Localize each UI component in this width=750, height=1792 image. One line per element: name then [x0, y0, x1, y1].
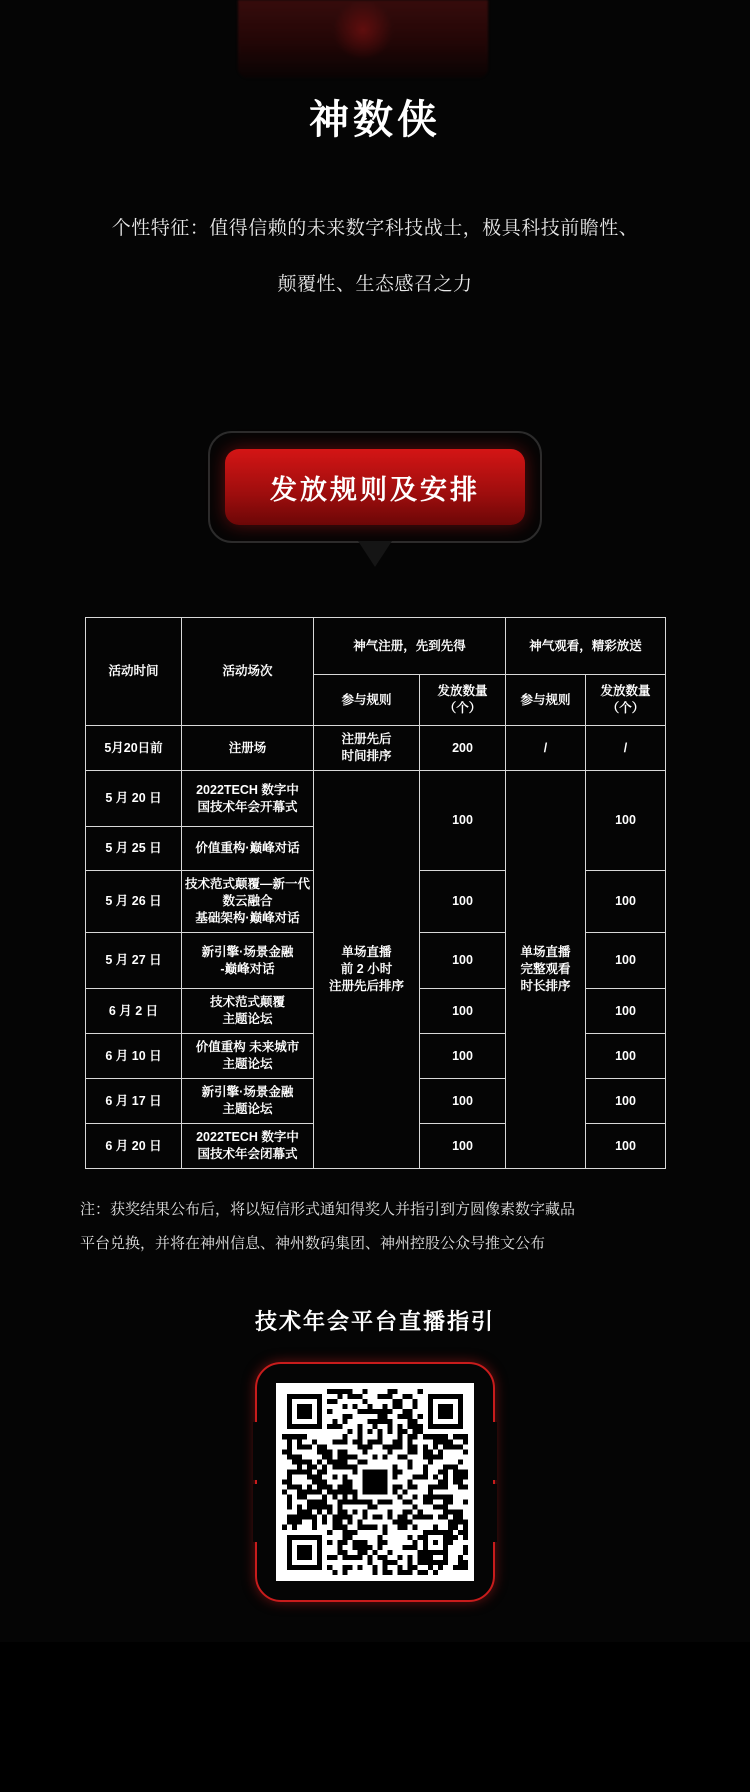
- row-session: [182, 989, 314, 1034]
- header-quantity-watch-l1: 发放数量: [600, 684, 651, 698]
- row-time: 5 月 20 日: [86, 771, 182, 827]
- table-row: [86, 771, 666, 827]
- row-session-l2: 主题论坛: [222, 1102, 273, 1116]
- footnote: [80, 1193, 670, 1261]
- schedule-table: [85, 617, 666, 1169]
- row-rule-watch: /: [506, 726, 586, 771]
- row-session-l2: 主题论坛: [222, 1012, 273, 1026]
- row-rule-register-l1: 注册先后: [341, 732, 392, 746]
- row-rule-register-l2: 时间排序: [341, 749, 392, 763]
- merged-rule-watch-l1: 单场直播: [520, 945, 571, 959]
- hero-description-line2: 颠覆性、生态感召之力: [277, 274, 473, 295]
- merged-rule-register-l1: 单场直播: [341, 945, 392, 959]
- header-group-watch: 神气观看，精彩放送: [506, 618, 666, 675]
- qr-canvas: [282, 1389, 468, 1575]
- row-session-l2: 数云融合: [222, 894, 273, 908]
- row-session: [182, 933, 314, 989]
- row-quantity-watch: /: [586, 726, 666, 771]
- row-session-l1: 技术范式颠覆—新一代: [184, 877, 310, 891]
- row-session-l1: 新引擎·场景金融: [201, 1085, 294, 1099]
- row-session: 注册场: [182, 726, 314, 771]
- hero-description-line1: 个性特征：值得信赖的未来数字科技战士，极具科技前瞻性、: [111, 218, 639, 239]
- footnote-line2: 平台兑换，并将在神州信息、神州数码集团、神州控股公众号推文公布: [80, 1235, 546, 1252]
- header-quantity-register: [420, 675, 506, 726]
- banner-arrow-icon: [358, 541, 392, 567]
- row-time: 5 月 27 日: [86, 933, 182, 989]
- row-quantity-register: 100: [420, 1079, 506, 1124]
- row-session-l1: 技术范式颠覆: [209, 995, 285, 1009]
- qr-code-icon[interactable]: [276, 1383, 474, 1581]
- banner-outline: [208, 431, 542, 543]
- page-title: 神数侠: [309, 98, 441, 142]
- row-time: 6 月 20 日: [86, 1124, 182, 1169]
- row-session: [182, 1124, 314, 1169]
- row-session-l2: 国技术年会闭幕式: [197, 1147, 298, 1161]
- merged-rule-watch-l3: 时长排序: [520, 979, 571, 993]
- schedule-table-wrap: [85, 617, 665, 1169]
- qr-section: [255, 1362, 495, 1602]
- row-quantity-watch: 100: [586, 1124, 666, 1169]
- row-quantity-watch: 100: [586, 771, 666, 871]
- row-session-l1: 新引擎·场景金融: [201, 944, 294, 959]
- row-quantity-register: 200: [420, 726, 506, 771]
- row-quantity-watch: 100: [586, 1034, 666, 1079]
- row-session-l1: 价值重构 未来城市: [195, 1040, 300, 1054]
- row-time: 6 月 10 日: [86, 1034, 182, 1079]
- row-session-l3: 基础架构·巅峰对话: [195, 911, 300, 925]
- row-time: 5 月 25 日: [86, 827, 182, 871]
- row-quantity-register: 100: [420, 871, 506, 933]
- header-quantity-register-l1: 发放数量: [437, 684, 488, 698]
- header-rule-watch: 参与规则: [506, 675, 586, 726]
- row-quantity-register: 100: [420, 1124, 506, 1169]
- header-quantity-register-l2: （个）: [443, 701, 482, 715]
- header-quantity-watch: [586, 675, 666, 726]
- header-session: 活动场次: [182, 618, 314, 726]
- footnote-line1: 注：获奖结果公布后，将以短信形式通知得奖人并指引到方圆像素数字藏品: [80, 1201, 576, 1218]
- rules-banner-label: 发放规则及安排: [225, 449, 525, 525]
- row-session-l2: -巅峰对话: [220, 961, 275, 976]
- row-session: [182, 871, 314, 933]
- row-time: 6 月 2 日: [86, 989, 182, 1034]
- row-quantity-register: 100: [420, 771, 506, 871]
- row-quantity-register: 100: [420, 1034, 506, 1079]
- row-session-l1: 2022TECH 数字中: [196, 1130, 299, 1144]
- merged-rule-watch-l2: 完整观看: [520, 962, 571, 976]
- row-quantity-watch: 100: [586, 989, 666, 1034]
- row-rule-register: [314, 726, 420, 771]
- merged-rule-watch: [506, 771, 586, 1169]
- row-quantity-register: 100: [420, 989, 506, 1034]
- header-quantity-watch-l2: （个）: [606, 701, 645, 715]
- row-session: [182, 771, 314, 827]
- row-quantity-register: 100: [420, 933, 506, 989]
- row-session: [182, 1034, 314, 1079]
- table-row: [86, 726, 666, 771]
- live-guide-title: 技术年会平台直播指引: [254, 1309, 495, 1334]
- header-time: 活动时间: [86, 618, 182, 726]
- row-time: 5 月 26 日: [86, 871, 182, 933]
- row-quantity-watch: 100: [586, 933, 666, 989]
- header-rule-register: 参与规则: [314, 675, 420, 726]
- row-time: 6 月 17 日: [86, 1079, 182, 1124]
- row-session-l2: 主题论坛: [222, 1057, 273, 1071]
- table-header-row-1: [86, 618, 666, 675]
- row-session-l1: 2022TECH 数字中: [196, 782, 299, 797]
- row-quantity-watch: 100: [586, 871, 666, 933]
- merged-rule-register: [314, 771, 420, 1169]
- hero-description: [85, 201, 665, 313]
- row-session-l2: 国技术年会开幕式: [197, 799, 298, 814]
- row-session: 价值重构·巅峰对话: [182, 827, 314, 871]
- merged-rule-register-l3: 注册先后排序: [328, 979, 404, 993]
- header-group-register: 神气注册，先到先得: [314, 618, 506, 675]
- rules-banner-section: [0, 431, 750, 543]
- row-time: 5月20日前: [86, 726, 182, 771]
- merged-rule-register-l2: 前 2 小时: [340, 962, 393, 976]
- row-session: [182, 1079, 314, 1124]
- row-quantity-watch: 100: [586, 1079, 666, 1124]
